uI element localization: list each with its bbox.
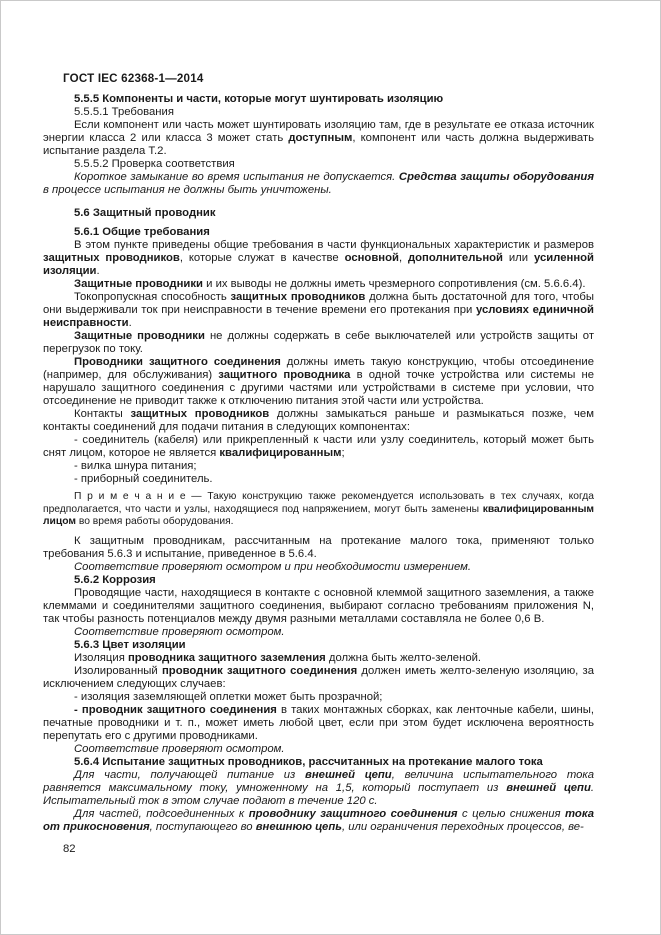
section-heading: 5.6.2 Коррозия [74, 573, 156, 586]
paragraph: Контакты защитных проводников должны замыкаться раньше и размыкаться позже, чем контакты соединений для подачи питания в следующих компонентах: [43, 408, 594, 433]
paragraph: Защитные проводники и их выводы не должны иметь чрезмерного сопротивления (см. 5.6.6.4). [74, 278, 586, 290]
compliance-statement: Короткое замыкание во время испытания не допускается. Средства защиты оборудования в процессе испытания не должны быть уничтожены. [43, 171, 594, 196]
section-heading: 5.5.5 Компоненты и части, которые могут шунтировать изоляцию [74, 93, 444, 105]
compliance-statement: Соответствие проверяют осмотром. [74, 625, 285, 638]
list-item: - проводник защитного соединения в таких монтажных сборках, как ленточные кабели, шины, печатные проводники и т. п., может иметь любой цвет, если при этом будет исключена вероятность перепутать его с другими проводниками. [43, 703, 594, 742]
page-number: 82 [63, 843, 76, 855]
compliance-statement: Соответствие проверяют осмотром. [74, 742, 285, 755]
paragraph: Проводящие части, находящиеся в контакте с основной клеммой защитного заземления, а также клеммами и соединителями защитного соединения, выбирают согласно требованиям приложения N, так чтобы разность потенциалов между двумя разными металлами составляла не более 0,6 В. [43, 586, 594, 625]
paragraph: Если компонент или часть может шунтировать изоляцию там, где в результате ее отказа источник энергии класса 2 или класса 3 может стать доступным, компонент или часть должна выдерживать испытание раздела Т.2. [43, 119, 594, 157]
subclause-title: 5.5.5.2 Проверка соответствия [74, 158, 235, 170]
list-item: - вилка шнура питания; [74, 460, 197, 472]
paragraph: Изолированный проводник защитного соединения должен иметь желто-зеленую изоляцию, за исключением следующих случаев: [43, 664, 594, 690]
compliance-statement: Соответствие проверяют осмотром и при необходимости измерением. [74, 560, 472, 573]
document-body [43, 93, 594, 834]
paragraph: Токопропускная способность защитных проводников должна быть достаточной для того, чтобы они выдерживали ток при неисправности в течение времени его протекания при условиях единичной неисправности. [43, 291, 594, 329]
paragraph: К защитным проводникам, рассчитанным на протекание малого тока, применяют только требования 5.6.3 и испытание, приведенное в 5.6.4. [43, 534, 594, 560]
note: П р и м е ч а н и е — Такую конструкцию также рекомендуется использовать в тех случаях, когда предполагается, что части и узлы, находящиеся под напряжением, могут быть заменены квалифицированным лицом во время работы оборудования. [43, 491, 594, 527]
test-specification: Для частей, подсоединенных к проводнику защитного соединения с целью снижения тока от прикосновения, поступающего во внешнюю цепь, или ограничения переходных процессов, ве- [43, 807, 594, 833]
list-item: - приборный соединитель. [74, 473, 213, 485]
test-specification: Для части, получающей питание из внешней цепи, величина испытательного тока равняется максимальному току, умноженному на 1,5, который поступает из внешней цепи. Испытательный ток в этом случае подают в течение 120 с. [43, 768, 594, 807]
paragraph: Изоляция проводника защитного заземления должна быть желто-зеленой. [74, 651, 482, 664]
list-item: - изоляция заземляющей оплетки может быть прозрачной; [74, 690, 383, 703]
paragraph: Защитные проводники не должны содержать в себе выключателей или устройств защиты от перегрузок по току. [43, 330, 594, 355]
paragraph: В этом пункте приведены общие требования в части функциональных характеристик и размеров защитных проводников, которые служат в качестве основной, дополнительной или усиленной изоляции. [43, 239, 594, 277]
subclause-title: 5.5.5.1 Требования [74, 106, 174, 118]
section-heading: 5.6.4 Испытание защитных проводников, рассчитанных на протекание малого тока [74, 755, 543, 768]
paragraph: Проводники защитного соединения должны иметь такую конструкцию, чтобы отсоединение (например, для обслуживания) защитного проводника в одной точке устройства или системы не нарушало защитного соединения с другими частями или устройствами в системе при условии, что отсоединение не приводит также к отключению питания этой части или устройства. [43, 356, 594, 407]
list-item: - соединитель (кабеля) или прикрепленный к части или узлу соединитель, который может быть снят лицом, которое не является квалифицированным; [43, 434, 594, 459]
section-heading: 5.6 Защитный проводник [74, 207, 216, 219]
document-header: ГОСТ IEC 62368-1—2014 [63, 72, 204, 85]
section-heading: 5.6.1 Общие требования [74, 226, 210, 238]
section-heading: 5.6.3 Цвет изоляции [74, 638, 186, 651]
